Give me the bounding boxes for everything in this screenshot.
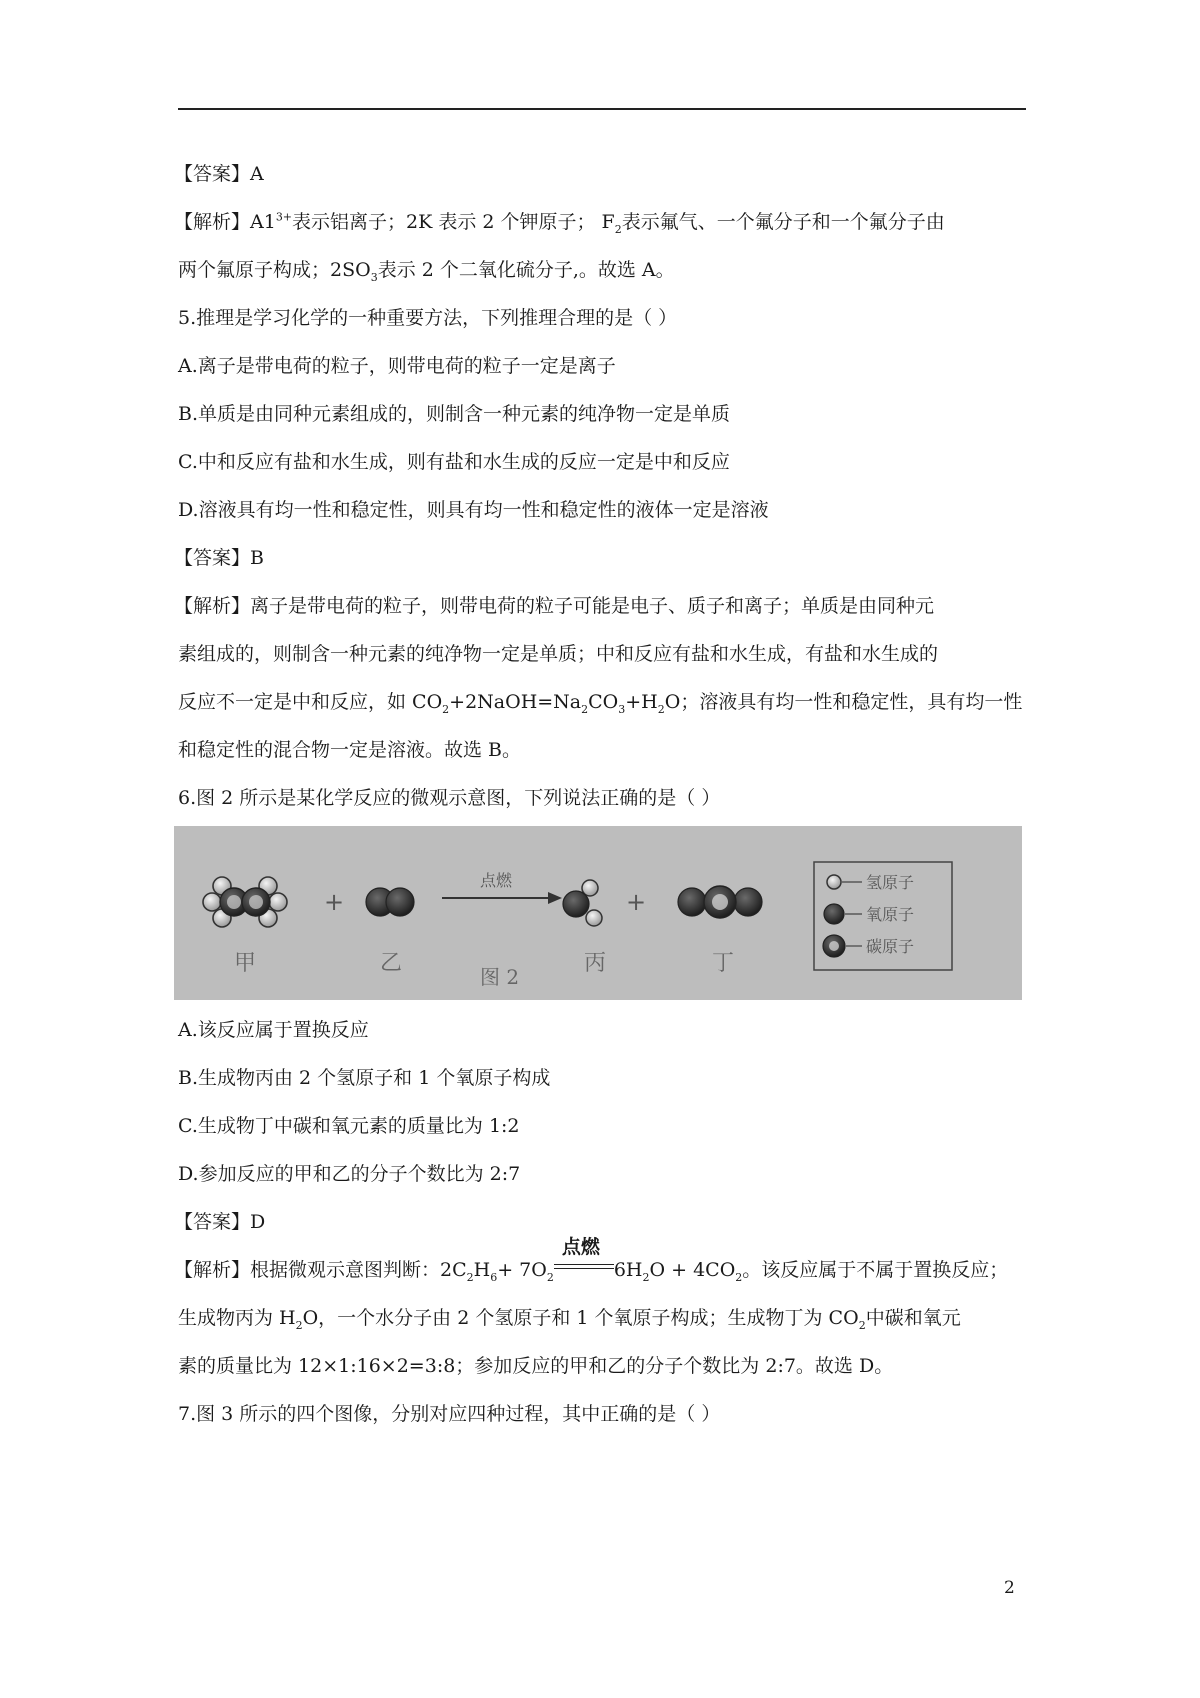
answer-label: 【答案】D	[174, 1211, 266, 1233]
option-a: A.离子是带电荷的粒子，则带电荷的粒子一定是离子	[178, 355, 616, 377]
answer-label: 【答案】B	[174, 547, 264, 569]
analysis-line: 生成物丙为 $H_2O$，一个水分子由 2 个氢原子和 1 个氧原子构成；生成物丁为 $CO_2$中碳和氧元	[178, 1307, 961, 1332]
label-yi: 乙	[380, 951, 403, 976]
question-stem: 7.图 3 所示的四个图像，分别对应四种过程，其中正确的是（ ）	[178, 1403, 721, 1425]
plus-sign: +	[626, 888, 647, 916]
molecule-ding	[678, 886, 762, 918]
label-bing: 丙	[584, 951, 607, 976]
molecule-bing	[563, 880, 602, 926]
option-b: B.生成物丙由 2 个氢原子和 1 个氧原子构成	[178, 1067, 551, 1089]
option-b: B.单质是由同种元素组成的，则制含一种元素的纯净物一定是单质	[178, 403, 731, 425]
analysis-line: 和稳定性的混合物一定是溶液。故选 B。	[178, 739, 522, 761]
arrow-label: 点燃	[480, 871, 513, 890]
molecule-jia	[203, 877, 287, 927]
analysis-line: 【解析】离子是带电荷的粒子，则带电荷的粒子可能是电子、质子和离子；单质是由同种元	[174, 595, 935, 617]
answer-label: 【答案】A	[174, 163, 264, 185]
option-a: A.该反应属于置换反应	[178, 1019, 369, 1041]
page-content	[174, 150, 1026, 1438]
analysis-line: 【解析】根据微观示意图判断：$2C_2H_6+ 7O_2$ 点燃 $6H_2O + 4CO_2$。该反应属于不属于置换反应；	[174, 1236, 1009, 1284]
option-c: C.生成物丁中碳和氧元素的质量比为 1:2	[178, 1115, 520, 1137]
reaction-arrow	[442, 892, 562, 904]
analysis-line: 素组成的，则制含一种元素的纯净物一定是单质；中和反应有盐和水生成，有盐和水生成的	[178, 643, 939, 665]
reaction-condition: 点燃	[554, 1256, 614, 1276]
option-d: D.溶液具有均一性和稳定性，则具有均一性和稳定性的液体一定是溶液	[178, 499, 769, 521]
reaction-diagram	[174, 826, 1022, 1000]
analysis-line: 【解析】$A1^{3+}$表示铝离子；2K 表示 2 个钾原子； $F_2$表示氟气、一个氟分子和一个氟分子由	[174, 210, 945, 236]
legend-label-hydrogen: 氢原子	[866, 873, 915, 892]
page-number: 2	[1004, 1578, 1015, 1598]
figure-caption: 图 2	[480, 965, 520, 989]
plus-sign: +	[324, 888, 345, 916]
option-c: C.中和反应有盐和水生成，则有盐和水生成的反应一定是中和反应	[178, 451, 730, 473]
label-jia: 甲	[234, 951, 257, 976]
question-stem: 6.图 2 所示是某化学反应的微观示意图，下列说法正确的是（ ）	[178, 787, 721, 809]
analysis-line: 两个氟原子构成；$2SO_3$表示 2 个二氧化硫分子,。故选 A。	[178, 259, 675, 284]
molecule-yi	[366, 888, 414, 916]
option-d: D.参加反应的甲和乙的分子个数比为 2:7	[178, 1163, 521, 1185]
header-rule	[178, 108, 1026, 110]
legend-label-oxygen: 氧原子	[866, 905, 915, 924]
question-stem: 5.推理是学习化学的一种重要方法，下列推理合理的是（ ）	[178, 307, 678, 329]
reaction-figure	[174, 826, 1022, 1000]
legend-label-carbon: 碳原子	[866, 937, 915, 956]
analysis-line: 素的质量比为 12×1:16×2=3:8；参加反应的甲和乙的分子个数比为 2:7。故选 D。	[178, 1355, 894, 1377]
analysis-line: 反应不一定是中和反应，如 $CO_2+2NaOH=Na_2CO_3+H_2O$；溶液具有均一性和稳定性，具有均一性	[178, 691, 1023, 716]
label-ding: 丁	[712, 951, 735, 976]
